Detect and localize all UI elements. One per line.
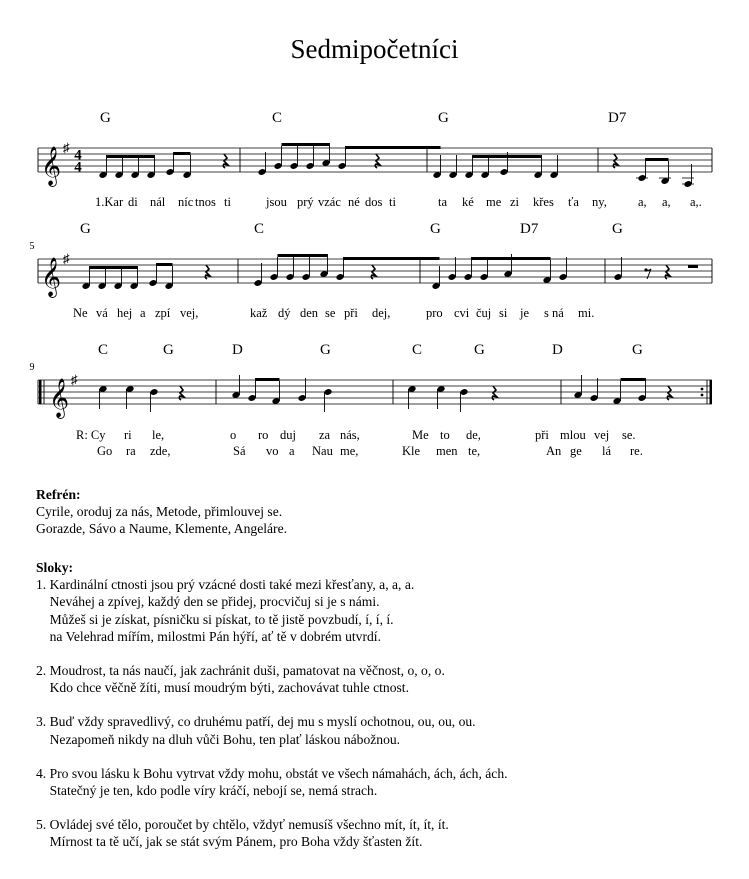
lyric-syllable: mlou <box>560 428 586 442</box>
treble-clef: 𝄞 <box>41 148 62 185</box>
lyric-syllable: Kle <box>402 444 421 458</box>
lyric-syllable: ny, <box>592 195 607 209</box>
stanza-line: 3. Buď vždy spravedlivý, co druhému patří, dej mu s myslí ochotnou, ou, ou, ou. <box>36 714 476 730</box>
lyric-syllable: za <box>319 428 331 442</box>
lyric-syllable: ta <box>438 195 448 209</box>
lyric-syllable: me, <box>340 444 359 458</box>
lyric-syllable: lá <box>602 444 612 458</box>
staff-system-2 <box>30 221 713 320</box>
lyric-syllable: jsou <box>266 195 287 209</box>
refren-section <box>36 486 287 538</box>
stanza-line: 5. Ovládej své tělo, poroučet by chtělo, vždyť nemusíš všechno mít, ít, ít, ít. <box>36 817 449 833</box>
lyric-syllable: R: Cy <box>76 428 106 442</box>
beam <box>278 254 328 257</box>
lyric-syllable: čuj <box>476 306 492 320</box>
lyric-syllable: pro <box>426 306 443 320</box>
lyric-syllable: Me <box>412 428 429 442</box>
staff-system-3 <box>30 342 713 458</box>
lyric-syllable: kaž <box>250 306 268 320</box>
beam <box>473 155 542 158</box>
lyric-syllable: to <box>440 428 450 442</box>
chord-symbol: D7 <box>520 221 539 237</box>
beam <box>282 143 330 146</box>
lyric-syllable: zde, <box>150 444 171 458</box>
lyric-syllable: vá <box>96 306 108 320</box>
beam <box>472 257 551 260</box>
lyric-syllable: nás, <box>340 428 360 442</box>
beam <box>346 146 441 149</box>
stanza-line: Mírnost ta tě učí, jak se stát svým Pánem, pro Boha vždy šťasten žít. <box>36 834 423 850</box>
song-title: Sedmipočetníci <box>290 34 459 64</box>
lyric-syllable: den <box>300 306 319 320</box>
lyric-syllable: nál <box>150 195 166 209</box>
chord-symbol: G <box>632 342 643 358</box>
chord-symbol: G <box>100 110 111 126</box>
lyric-syllable: mi. <box>578 306 595 320</box>
lyric-syllable: ra <box>126 444 136 458</box>
chord-symbol: C <box>412 342 423 358</box>
lyric-syllable: dý <box>278 306 291 320</box>
beam <box>621 378 646 381</box>
stanza-5 <box>36 816 508 850</box>
lyric-syllable: a <box>289 444 295 458</box>
stanza-line: Kdo chce věčně žíti, musí moudrým býti, zachovávat tuhle ctnost. <box>36 680 409 696</box>
lyric-syllable: prý <box>297 195 314 209</box>
stanza-line: Neváhej a zpívej, každý den se přidej, procvičuj si je s námi. <box>36 594 380 610</box>
lyric-syllable: Sá <box>233 444 246 458</box>
sloky-heading: Sloky: <box>36 560 74 575</box>
beam <box>646 158 669 161</box>
treble-clef: 𝄞 <box>41 259 62 296</box>
beam <box>344 257 440 260</box>
lyric-syllable: An <box>546 444 562 458</box>
lyric-syllable: ti <box>224 195 231 209</box>
stanza-2 <box>36 662 508 696</box>
staff-system-1 <box>38 110 712 209</box>
stanza-3 <box>36 713 508 747</box>
refren-line: Cyrile, oroduj za nás, Metode, přimlouvej se. <box>36 504 283 520</box>
stanza-line: Můžeš si je získat, písničku si pískat, to tě jistě povzbudí, í, í, í. <box>36 611 394 627</box>
lyric-syllable: me <box>486 195 502 209</box>
lyric-syllable: zi <box>510 195 520 209</box>
chord-symbol: C <box>272 110 283 126</box>
chord-symbol: D <box>552 342 563 358</box>
lyric-syllable: te, <box>468 444 481 458</box>
lyric-syllable: ké <box>462 195 474 209</box>
lyric-syllable: ri <box>124 428 132 442</box>
lyric-syllable: ge <box>570 444 582 458</box>
chord-symbol: G <box>163 342 174 358</box>
chord-symbol: D <box>232 342 243 358</box>
lyric-syllable: de, <box>466 428 481 442</box>
lyric-syllable: dej, <box>372 306 391 320</box>
lyric-syllable: a, <box>638 195 647 209</box>
time-signature-bottom: 4 <box>74 159 82 176</box>
measure-number: 9 <box>29 362 35 373</box>
lyric-syllable: zpí <box>155 306 171 320</box>
lyric-syllable: při <box>344 306 358 320</box>
lyric-syllable: křes <box>533 195 554 209</box>
stanza-line: 4. Pro svou lásku k Bohu vytrvat vždy mohu, obstát ve všech námahách, ách, ách, ách. <box>36 765 508 781</box>
chord-symbol: G <box>474 342 485 358</box>
chord-symbol: G <box>612 221 623 237</box>
stanza-line: 2. Moudrost, ta nás naučí, jak zachránit duši, pamatovat na věčnost, o, o, o. <box>36 663 445 679</box>
beam <box>157 263 173 266</box>
lyric-syllable: re. <box>630 444 643 458</box>
lyric-syllable: tnos <box>195 195 216 209</box>
chord-symbol: C <box>254 221 265 237</box>
stanza-line: Statečný je ten, kdo podle víry kráčí, nebojí se, nemá strach. <box>36 783 378 799</box>
lyric-syllable: di <box>128 195 138 209</box>
lyric-syllable: se <box>325 306 336 320</box>
chord-symbol: G <box>430 221 441 237</box>
lyric-syllable: Nau <box>312 444 333 458</box>
lyric-syllable: Ne <box>73 306 88 320</box>
lyric-syllable: o <box>230 428 237 442</box>
measure-number: 5 <box>29 241 35 252</box>
lyric-syllable: vo <box>266 444 279 458</box>
whole-rest <box>688 265 698 268</box>
lyric-syllable: ti <box>389 195 396 209</box>
repeat-dot <box>701 394 704 397</box>
key-signature-sharp: ♯ <box>63 140 70 155</box>
lyric-syllable: dos <box>365 195 383 209</box>
stanza-line: 1. Kardinální ctnosti jsou prý vzácné dosti také mezi křesťany, a, a, a. <box>36 577 415 593</box>
lyric-syllable: hej <box>117 306 133 320</box>
key-signature-sharp: ♯ <box>71 372 78 387</box>
chord-symbol: G <box>320 342 331 358</box>
stanza-list <box>36 576 508 850</box>
lyric-syllable: je <box>520 306 530 320</box>
lyric-syllable: né <box>348 195 360 209</box>
lyric-syllable: vzác <box>318 195 341 209</box>
chord-symbol: G <box>438 110 449 126</box>
chord-symbol: C <box>98 342 109 358</box>
lyric-syllable: 1.Kar <box>95 195 124 209</box>
repeat-dot <box>701 388 704 391</box>
lyric-syllable: s ná <box>544 306 564 320</box>
lyric-syllable: při <box>535 428 549 442</box>
beam <box>107 155 155 158</box>
time-signature-top: 4 <box>74 147 82 164</box>
lyric-syllable: le, <box>152 428 165 442</box>
lyric-syllable: ro <box>258 428 269 442</box>
lyric-syllable: a,. <box>690 195 702 209</box>
sloky-section <box>36 559 508 868</box>
treble-clef: 𝄞 <box>49 380 70 417</box>
stanza-4 <box>36 765 508 799</box>
eighth-rest <box>646 269 651 279</box>
stanza-line: na Velehrad mířím, milostmi Pán hýří, ať tě v dobrém utvrdí. <box>36 628 381 644</box>
lyric-syllable: vej, <box>180 306 199 320</box>
lyric-syllable: men <box>436 444 458 458</box>
lyric-syllable: vej <box>594 428 610 442</box>
lyric-syllable: si <box>499 306 508 320</box>
beam <box>90 266 138 269</box>
lyric-syllable: níc <box>178 195 194 209</box>
final-barline <box>710 380 713 404</box>
stanza-1 <box>36 576 508 645</box>
lyric-syllable: Go <box>97 444 113 458</box>
repeat-start <box>39 380 42 404</box>
key-signature-sharp: ♯ <box>63 251 70 266</box>
lyric-syllable: duj <box>280 428 296 442</box>
lyric-syllable: cvi <box>454 306 470 320</box>
chord-symbol: D7 <box>608 110 627 126</box>
lyric-syllable: a <box>140 306 146 320</box>
beam <box>174 152 191 155</box>
lyric-syllable: a, <box>662 195 671 209</box>
stanza-line: Nezapomeň nikdy na dluh vůči Bohu, ten plať láskou nábožnou. <box>36 731 401 747</box>
chord-symbol: G <box>80 221 91 237</box>
refren-heading: Refrén: <box>36 487 81 502</box>
refren-line: Gorazde, Sávo a Naume, Klemente, Angeláre. <box>36 521 288 537</box>
lyric-syllable: ťa <box>568 195 579 209</box>
lyric-syllable: se. <box>622 428 636 442</box>
beam <box>256 378 280 381</box>
